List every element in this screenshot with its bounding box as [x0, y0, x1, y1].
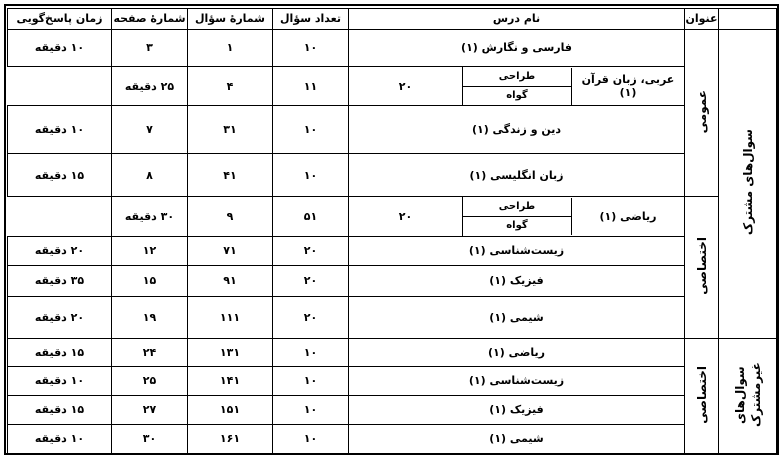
header-time: زمان پاسخ‌گویی — [8, 9, 112, 30]
page-cell: ۸ — [112, 153, 188, 196]
subject-cell: زیست‌شناسی (۱) — [349, 366, 685, 395]
time-cell: ۲۰ دقیقه — [8, 236, 112, 265]
table-row — [8, 29, 777, 66]
header-row — [8, 9, 777, 30]
qnum-cell: ۱۶۱ — [188, 424, 273, 453]
table-row — [8, 424, 777, 453]
time-cell: ۱۰ دقیقه — [8, 29, 112, 66]
table-row — [8, 236, 777, 265]
group-specialized-2: اختصاصی — [685, 339, 719, 454]
qnum-cell: ۳۱ — [188, 106, 273, 154]
qnum-cell: ۱۵۱ — [188, 395, 273, 424]
qnum-cell: ۱۴۱ — [188, 366, 273, 395]
page-cell: ۳۰ — [112, 424, 188, 453]
time-cell: ۲۰ دقیقه — [8, 296, 112, 338]
time-cell: ۲۵ دقیقه — [112, 66, 188, 105]
table-row — [8, 395, 777, 424]
group-general: عمومی — [685, 29, 719, 197]
subject-text: عربی، زبان قرآن (۱) — [572, 68, 685, 105]
subject-cell: فارسی و نگارش (۱) — [349, 29, 685, 66]
page-cell: ۲۷ — [112, 395, 188, 424]
time-cell: ۱۵ دقیقه — [8, 339, 112, 367]
count-cell: ۱۰ — [273, 424, 349, 453]
subject-cell: زبان انگلیسی (۱) — [349, 153, 685, 196]
witness-label: گواه — [506, 219, 528, 231]
table-row — [8, 106, 777, 154]
count-cell: ۱۰ — [273, 153, 349, 196]
page-cell: ۹ — [188, 197, 273, 236]
time-cell: ۱۰ دقیقه — [8, 366, 112, 395]
qnum-cell: ۵۱ — [273, 197, 349, 236]
count-cell: ۲۰ — [349, 197, 463, 236]
qnum-cell: ۱۳۱ — [188, 339, 273, 367]
design-label: طراحی — [463, 198, 571, 217]
time-cell: ۱۰ دقیقه — [8, 106, 112, 154]
time-cell: ۱۵ دقیقه — [8, 153, 112, 196]
subject-cell: فیزیک (۱) — [349, 265, 685, 296]
qnum-cell: ۱۱۱ — [188, 296, 273, 338]
subject-cell: زیست‌شناسی (۱) — [349, 236, 685, 265]
table-row — [8, 366, 777, 395]
count-cell: ۲۰ — [349, 66, 463, 105]
count-cell: ۱۰ — [273, 366, 349, 395]
subject-cell: شیمی (۱) — [349, 424, 685, 453]
exam-schedule-table — [7, 8, 777, 454]
page-cell: ۲۴ — [112, 339, 188, 367]
time-cell: ۳۵ دقیقه — [8, 265, 112, 296]
table-row — [8, 296, 777, 338]
time-cell: ۱۰ دقیقه — [8, 424, 112, 453]
page-cell: ۲۵ — [112, 366, 188, 395]
table-row — [8, 66, 777, 105]
subject-cell — [463, 197, 685, 236]
count-cell: ۱۰ — [273, 106, 349, 154]
count-cell: ۱۰ — [273, 395, 349, 424]
page-cell: ۱۹ — [112, 296, 188, 338]
count-cell: ۲۰ — [273, 265, 349, 296]
time-cell: ۱۵ دقیقه — [8, 395, 112, 424]
qnum-cell: ۱ — [188, 29, 273, 66]
subject-cell: شیمی (۱) — [349, 296, 685, 338]
page-cell: ۱۵ — [112, 265, 188, 296]
qnum-cell: ۱۱ — [273, 66, 349, 105]
qnum-cell: ۹۱ — [188, 265, 273, 296]
page-cell: ۳ — [112, 29, 188, 66]
group-shared: سوال‌های مشترک — [719, 29, 777, 338]
header-empty — [719, 9, 777, 30]
header-page: شمارۀ صفحه — [112, 9, 188, 30]
subject-text: ریاضی (۱) — [572, 198, 685, 235]
page-cell: ۴ — [188, 66, 273, 105]
count-cell: ۱۰ — [273, 29, 349, 66]
subject-cell: دین و زندگی (۱) — [349, 106, 685, 154]
table-row — [8, 153, 777, 196]
page-cell: ۱۲ — [112, 236, 188, 265]
header-qnum: شمارۀ سؤال — [188, 9, 273, 30]
qnum-cell: ۴۱ — [188, 153, 273, 196]
group-non-shared: سوال‌های غیرمشترک — [719, 339, 777, 454]
qnum-cell: ۷۱ — [188, 236, 273, 265]
subject-cell: فیزیک (۱) — [349, 395, 685, 424]
header-title: عنوان — [685, 9, 719, 30]
header-count: تعداد سؤال — [273, 9, 349, 30]
time-cell: ۳۰ دقیقه — [112, 197, 188, 236]
table-row — [8, 265, 777, 296]
table-row — [8, 197, 777, 236]
design-label: طراحی — [463, 68, 571, 87]
page-cell: ۷ — [112, 106, 188, 154]
witness-label: گواه — [506, 89, 528, 101]
count-cell: ۲۰ — [273, 296, 349, 338]
group-specialized-1: اختصاصی — [685, 197, 719, 339]
count-cell: ۲۰ — [273, 236, 349, 265]
subject-cell — [463, 66, 685, 105]
table-row — [8, 339, 777, 367]
subject-cell: ریاضی (۱) — [349, 339, 685, 367]
count-cell: ۱۰ — [273, 339, 349, 367]
header-subject: نام درس — [349, 9, 685, 30]
